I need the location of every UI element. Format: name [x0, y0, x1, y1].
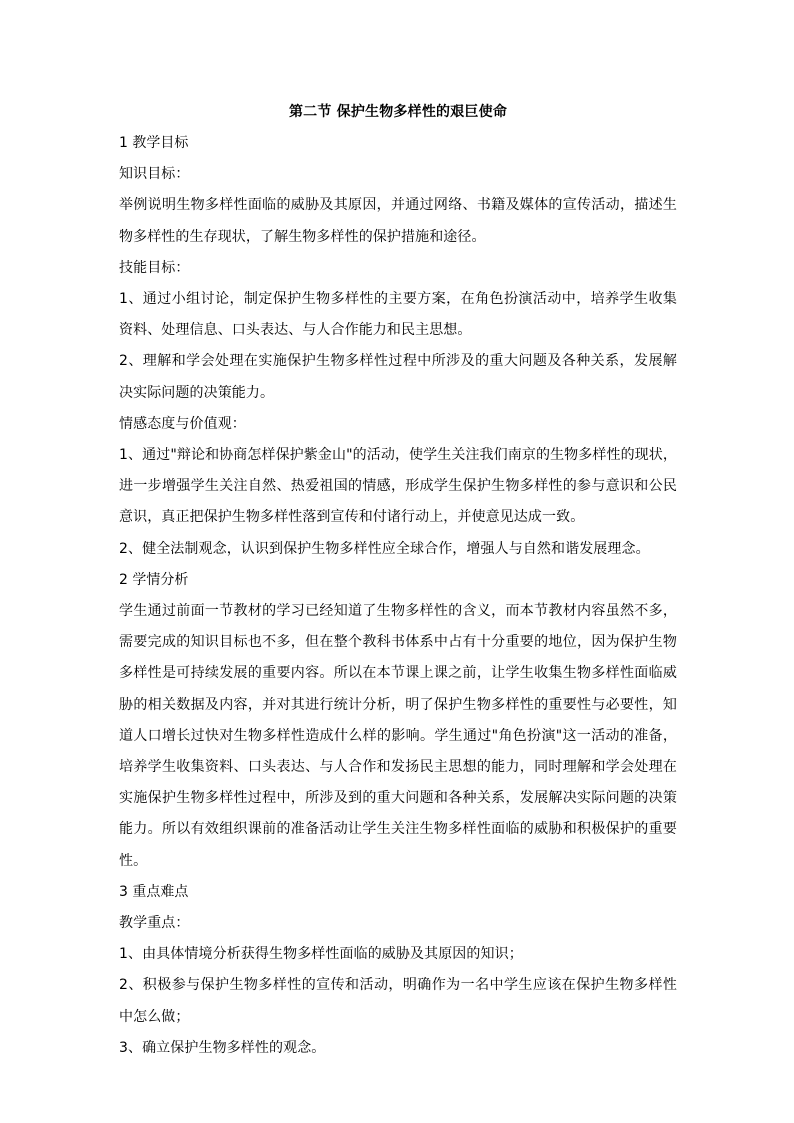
knowledge-objective-text: 举例说明生物多样性面临的威胁及其原因，并通过网络、书籍及媒体的宣传活动，描述生物多样性的生存现状，了解生物多样性的保护措施和途径。 — [119, 197, 677, 245]
emotion-objective-label: 情感态度与价值观： — [119, 415, 246, 432]
section-heading-analysis: 2 学情分析 — [119, 571, 189, 588]
analysis-text: 学生通过前面一节教材的学习已经知道了生物多样性的含义，而本节教材内容虽然不多，需要完成的知识目标也不多，但在整个教科书体系中占有十分重要的地位，因为保护生物多样性是可持续发展的重要内容。所以在本节课上课之前，让学生收集生物多样性面临威胁的相关数据及内容，并对其进行统计分析，明了保护生物多样性的重要性与必要性，知道人口增长过快对生物多样性造成什么样的影响。学生通过"角色扮演"这一活动的准备，培养学生收集资料、口头表达、与人合作和发扬民主思想的能力，同时理解和学会处理在实施保护生物多样性过程中，所涉及到的重大问题和各种关系，发展解决实际问题的决策能力。所以有效组织课前的准备活动让学生关注生物多样性面临的威胁和积极保护的重要性。 — [119, 603, 677, 869]
skill-objective-1: 1、通过小组讨论，制定保护生物多样性的主要方案，在角色扮演活动中，培养学生收集资料、处理信息、口头表达、与人合作能力和民主思想。 — [119, 291, 677, 339]
emotion-objective-2: 2、健全法制观念，认识到保护生物多样性应全球合作，增强人与自然和谐发展理念。 — [119, 540, 650, 557]
emotion-objective-1: 1、通过"辩论和协商怎样保护紫金山"的活动，使学生关注我们南京的生物多样性的现状，进一步增强学生关注自然、热爱祖国的情感，形成学生保护生物多样性的参与意识和公民意识，真正把保护生物多样性落到宣传和付诸行动上，并使意见达成一致。 — [119, 447, 677, 526]
knowledge-objective-label: 知识目标： — [119, 166, 190, 183]
focus-item-1: 1、由具体情境分析获得生物多样性面临的威胁及其原因的知识； — [119, 946, 523, 963]
document-title: 第二节 保护生物多样性的艰巨使命 — [288, 104, 508, 120]
section-heading-objectives: 1 教学目标 — [119, 135, 189, 151]
focus-label: 教学重点： — [119, 915, 190, 932]
section-heading-focus: 3 重点难点 — [119, 883, 189, 900]
document-body — [119, 98, 677, 1064]
skill-objective-2: 2、理解和学会处理在实施保护生物多样性过程中所涉及的重大问题及各种关系，发展解决实际问题的决策能力。 — [119, 353, 677, 401]
skill-objective-label: 技能目标： — [119, 259, 190, 276]
focus-item-3: 3、确立保护生物多样性的观念。 — [119, 1039, 326, 1056]
focus-item-2: 2、积极参与保护生物多样性的宣传和活动，明确作为一名中学生应该在保护生物多样性中怎么做； — [119, 977, 677, 1025]
